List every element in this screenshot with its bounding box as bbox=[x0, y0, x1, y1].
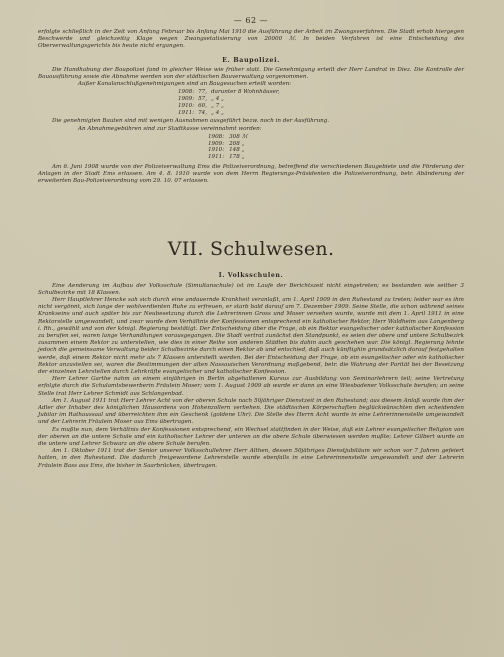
fees-table bbox=[208, 134, 253, 161]
table-row bbox=[208, 141, 253, 148]
schools-paragraph: Herr Hauptlehrer Hencke sah sich durch eine andauernde Krankheit veranlaßt, am 1. April 1909 in den Ruhestand zu treten; leider war es ihm nicht vergönnt, sich lange der wohlverdienten Ruhe zu erfreuen, er starb bald darauf am 7. Dezember 1909. Seine Stelle, die schon während seines Krankseins und auch später bis zur Neubesetzung durch die Lehrerinnen Gross und Moser versehen wurde, wurde mit dem 1. April 1911 in eine Rektorstelle umgewandelt, und zwar wurde dem Verhältnis der Konfessionen entsprechend ein katholischer Rektor, Herr Waldheim aus Langenberg i. Rh., gewählt und von der königl. Regierung bestätigt. Der Entscheidung über die Frage, ob ein Rektor evangelischer oder katholischer Konfession zu berufen sei, waren lange Verhandlungen vorausgegangen. Die Stadt vertrat zunächst den Standpunkt, es seien der obere und untere Schulbezirk zusammen einem Rektor zu unterstellen, wie dies in einer Reihe von anderen Städten bis dahin auch geschehen war. Die königl. Regierung lehnte jedoch die gemeinsame Verwaltung beider Schulbezirke durch einen Rektor ab und entschied, daß auch künftighin grundsätzlich darauf festgehalten werde, daß einem Rektor nicht mehr als 7 Klassen unterstellt werden. Bei der Entscheidung der Frage, ob ein evangelischer oder ein katholischer Rektor anzustellen sei, waren die Bestimmungen der alten Nassauischen Verordnung maßgebend, betr. die Wahrung der Parität bei der Besetzung der einzelnen Lehrstellen durch Lehrkräfte evangelischer und katholischer Konfession. bbox=[38, 297, 464, 376]
table-row bbox=[178, 110, 284, 117]
chapter-title: VII. Schulwesen. bbox=[167, 237, 335, 260]
building-police-heading: E. Baupolizei. bbox=[222, 55, 280, 64]
stats-year: 1911: bbox=[178, 109, 195, 116]
fees-intro: An Abnahmegebühren sind zur Stadtkasse vereinnahmt worden: bbox=[78, 125, 262, 132]
stats-note: „ 4 „ bbox=[211, 109, 224, 116]
stats-year: 1909: bbox=[178, 96, 195, 103]
schools-paragraph: Eine Aenderung im Aufbau der Volksschule (Simultanschule) ist im Laufe der Berichtszeit nicht eingetreten; es bestanden wie seither 3 Schulbezirke mit 18 Klassen. bbox=[38, 282, 464, 296]
page-number: — 62 — bbox=[233, 16, 269, 25]
schools-paragraph: Es mußte nun, dem Verhältnis der Konfessionen entsprechend, ein Wechsel stattfinden in der Weise, daß ein Lehrer evangelischer Religion von der oberen an die untere Schule und ein katholischer Lehrer der unteren an die obere Schule überwiesen werden mußte; Lehrer Gilbert wurde an die untere und Lehrer Schwarz an die obere Schule berufen. bbox=[38, 426, 464, 448]
stats-count: 57, bbox=[198, 96, 208, 103]
table-row bbox=[178, 89, 284, 96]
stats-note: „ 7 „ bbox=[211, 102, 224, 109]
fee-year: 1909: bbox=[208, 140, 225, 147]
fee-year: 1911: bbox=[208, 154, 225, 161]
fee-amount: 178 „ bbox=[229, 154, 245, 161]
fee-amount: 148 „ bbox=[229, 147, 245, 154]
fee-year: 1908: bbox=[208, 133, 225, 140]
building-police-paragraph-1: Die Handhabung der Baupolizei fand in gleicher Weise wie früher statt. Die Genehmigung erteilt der Herr Landrat in Diez. Die Kontrolle der Bauausführung sowie die Abnahme werden von der städtischen Bauverwaltung vorgenommen. bbox=[38, 66, 464, 80]
building-permits-table bbox=[178, 89, 284, 116]
table-row bbox=[208, 147, 253, 154]
building-permits-intro: Außer Kanalanschlußgenehmigungen sind an Baugesuchen erteilt worden: bbox=[78, 81, 292, 88]
table-row bbox=[178, 96, 284, 103]
fee-year: 1910: bbox=[208, 147, 225, 154]
stats-year: 1908: bbox=[178, 89, 195, 96]
fee-amount: 308 ℳ bbox=[229, 133, 248, 140]
stats-count: 77, bbox=[198, 89, 208, 96]
table-row bbox=[178, 103, 284, 110]
stats-note: „ 4 „ bbox=[211, 96, 224, 103]
stats-count: 60, bbox=[198, 102, 208, 109]
building-police-paragraph-3: Am 6. Juni 1908 wurde von der Polizeiverwaltung Ems die Polizeiverordnung, betreffend die verschiedenen Baugebiete und die Förderung der Anlagen in der Stadt Ems erlassen. Am 4. 8. 1910 wurde von dem Herrn Regierungs-Präsidenten die Polizeiverordnung, betr. Abänderung der erweiterten Bau-Polizeiverordnung vom 29. 10. 07 erlassen. bbox=[38, 164, 464, 185]
stats-count: 74, bbox=[198, 109, 208, 116]
table-row bbox=[208, 154, 253, 161]
fee-amount: 208 „ bbox=[229, 140, 245, 147]
stats-year: 1910: bbox=[178, 102, 195, 109]
schools-paragraph: Am 1. Oktober 1911 trat der Senior unserer Volksschullehrer Herr Althen, dessen 50jähriges Dienstjubiläum wir schon vor 7 Jahren gefeiert hatten, in den Ruhestand. Die dadurch freigewordene Lehrerstelle wurde ebenfalls in eine Lehrerinnenstelle umgewandelt und der Lehrerin Fräulein Bass aus Ems, die bisher in Saarbrücken, übertragen. bbox=[38, 448, 464, 469]
schools-paragraph: Am 1. August 1911 trat Herr Lehrer Acht von der oberen Schule nach 50jähriger Dienstzeit in den Ruhestand; aus diesem Anlaß wurde ihm der Adler der Inhaber des königlichen Hausordens von Hohenzollern verliehen. Die städtischen Körperschaften beglückwünschten den scheidenden Jubilar im Rathaussaal und überreichten ihm ein Geschenk (goldene Uhr). Die Stelle des Herrn Acht wurde in eine Lehrerinnenstelle umgewandelt und der Lehrerin Fräulein Moser aus Ems übertragen. bbox=[38, 397, 464, 426]
stats-note: darunter 8 Wohnhäuser, bbox=[211, 89, 280, 96]
table-row bbox=[208, 134, 253, 141]
top-paragraph: erfolgte schließlich in der Zeit von Anfang Februar bis Anfang Mai 1910 die Ausführung der Arbeit im Zwangsverfahren. Die Stadt erhob hiergegen Beschwerde und gleichzeitig Klage wegen Zwangsetatisierung von 20000 ℳ. In beiden Verfahren ist eine Entscheidung des Oberverwaltungsgerichts bis heute nicht ergangen. bbox=[38, 29, 464, 50]
building-police-paragraph-2: Die genehmigten Bauten sind mit wenigen Ausnahmen ausgeführt bezw. noch in der Ausführung. bbox=[52, 118, 330, 125]
schools-paragraph: Herr Lehrer Garthe nahm an einem einjährigen in Berlin abgehaltenen Kursus zur Ausbildung von Seminarlehrern teil; seine Vertretung erfolgte durch die Schulamtsbewerberin Fräulein Moser; vom 1. August 1909 ab wurde er dann an eine Wiesbadener Volksschule berufen; an seine Stelle trat Herr Lehrer Schmidt aus Schlangenbad. bbox=[38, 376, 464, 397]
schools-heading: I. Volksschulen. bbox=[218, 271, 284, 279]
